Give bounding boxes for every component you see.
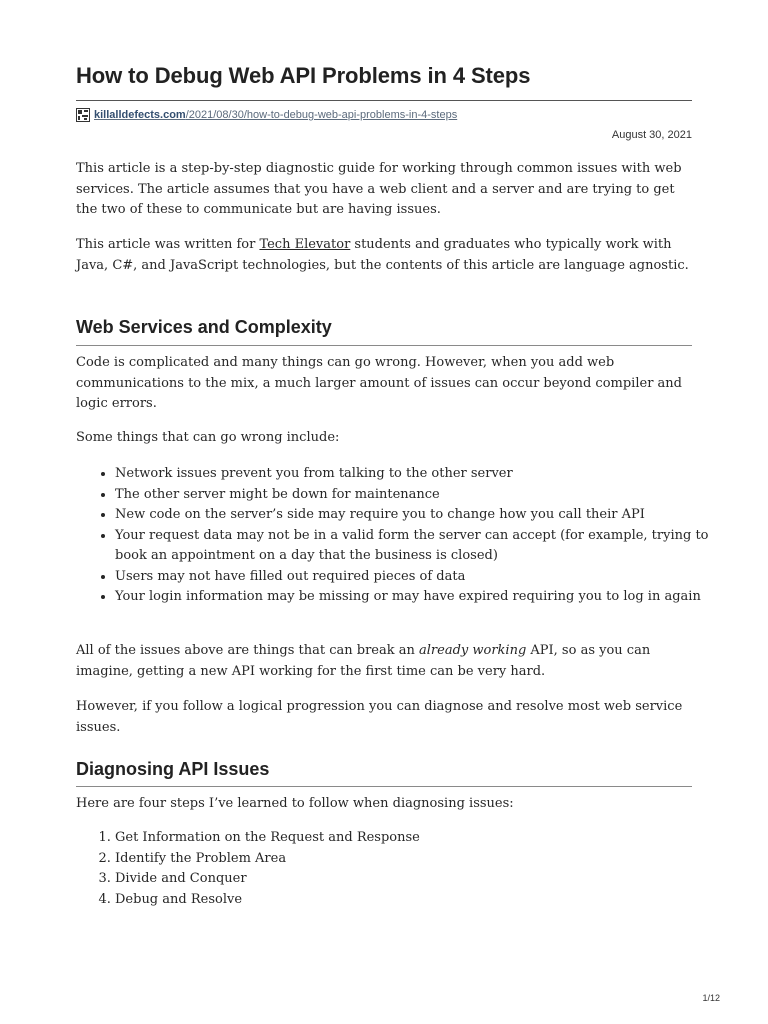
audience-text-after: students and graduates who typically work with Java, C#, and JavaScript technologies, but the contents of this article are language agnostic.: [76, 237, 689, 273]
list-item: • The other server might be down for maintenance: [115, 485, 731, 506]
list-item: • Your login information may be missing or may have expired requiring you to log in again: [115, 587, 731, 608]
audience-paragraph: [76, 235, 692, 276]
source-url-line: [76, 106, 457, 124]
title-divider: [76, 100, 692, 101]
logical-progression-paragraph: However, if you follow a logical progression you can diagnose and resolve most web service issues.: [76, 699, 683, 735]
tech-elevator-link[interactable]: Tech Elevator: [259, 237, 351, 252]
list-item: 1. Get Information on the Request and Response: [115, 828, 731, 849]
source-path: /2021/08/30/how-to-debug-web-api-problems-in-4-steps: [185, 109, 458, 121]
intro-paragraph: This article is a step-by-step diagnostic guide for working through common issues with web services. The article assumes that you have a web client and a server and are trying to get the two of these to communicate but are having issues.: [76, 161, 682, 217]
list-item: • Your request data may not be in a valid form the server can accept (for example, trying to book an appointment on a day that the business is closed): [115, 526, 731, 567]
page-number: 1/12: [702, 993, 720, 1003]
list-item: 3. Divide and Conquer: [115, 869, 731, 890]
article-title: How to Debug Web API Problems in 4 Steps: [76, 63, 531, 88]
publish-date: August 30, 2021: [611, 129, 692, 141]
things-wrong-intro: Some things that can go wrong include:: [76, 430, 340, 445]
source-url-link[interactable]: [94, 109, 457, 121]
steps-numbered-list: [76, 828, 731, 910]
issues-bullet-list: [76, 464, 731, 608]
list-item: • Network issues prevent you from talking to the other server: [115, 464, 731, 485]
already-working-italic: already working: [419, 643, 527, 658]
four-steps-intro: Here are four steps I’ve learned to follow when diagnosing issues:: [76, 796, 514, 811]
section-heading-web-services: Web Services and Complexity: [76, 317, 332, 337]
section-divider: [76, 786, 692, 787]
list-item: • New code on the server’s side may require you to change how you call their API: [115, 505, 731, 526]
section-heading-diagnosing: Diagnosing API Issues: [76, 759, 270, 779]
audience-text-before: This article was written for: [76, 237, 260, 252]
list-item: • Users may not have filled out required pieces of data: [115, 567, 731, 588]
list-item: 4. Debug and Resolve: [115, 890, 731, 911]
source-domain: killalldefects.com: [94, 109, 186, 121]
site-favicon-icon: [76, 108, 90, 122]
list-item: 2. Identify the Problem Area: [115, 849, 731, 870]
already-working-before: All of the issues above are things that can break an: [76, 643, 419, 658]
section-divider: [76, 345, 692, 346]
already-working-paragraph: [76, 641, 692, 682]
complexity-paragraph: Code is complicated and many things can go wrong. However, when you add web communications to the mix, a much larger amount of issues can occur beyond compiler and logic errors.: [76, 355, 682, 411]
already-working-after: API, so as you can imagine, getting a new API working for the first time can be very hard.: [76, 643, 651, 679]
